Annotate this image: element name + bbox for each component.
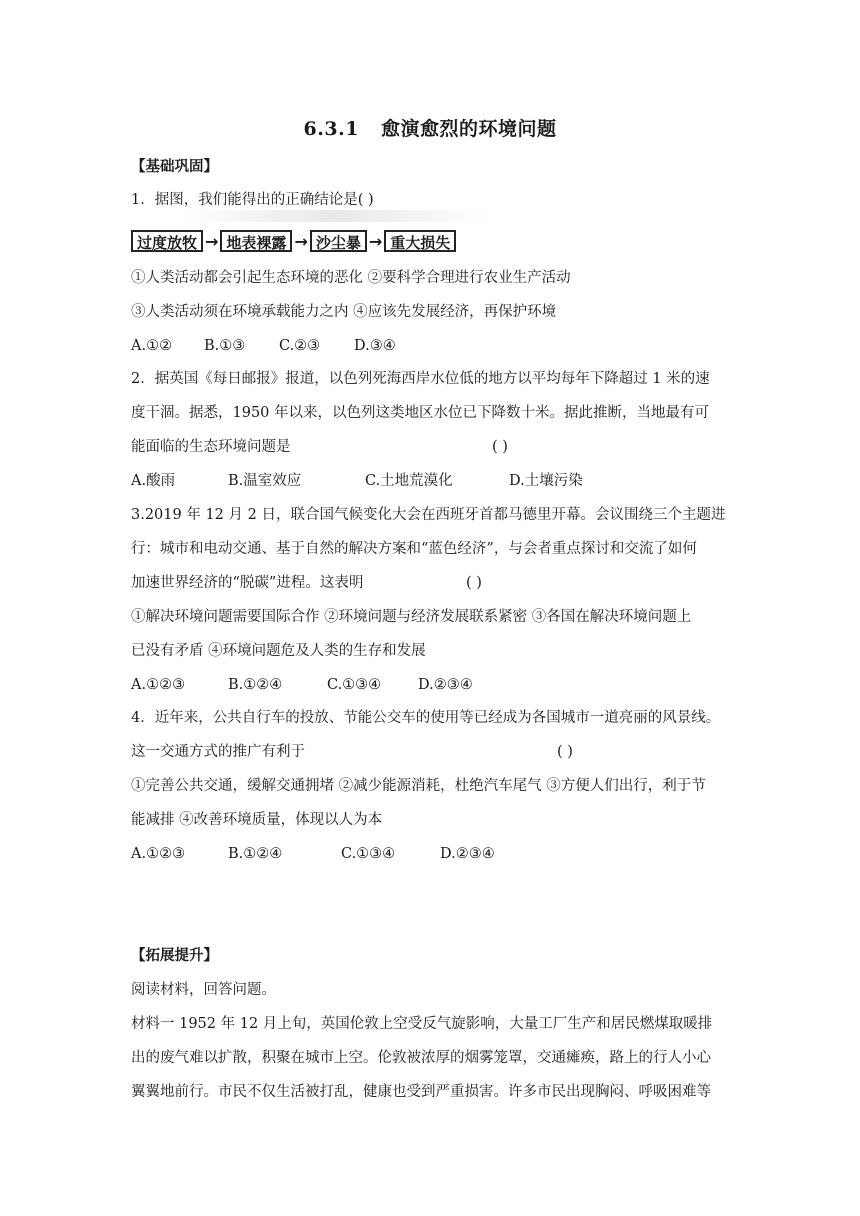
material-line-1: 材料一 1952 年 12 月上旬，英国伦敦上空受反气旋影响，大量工厂生产和居民燃煤取暖排 <box>131 1016 713 1032</box>
option-b: B.①②④ <box>228 677 283 693</box>
material-line-3: 翼翼地前行。市民不仅生活被打乱，健康也受到严重损害。许多市民出现胸闷、呼吸困难等 <box>131 1084 711 1100</box>
q4-statements-2: 能减排 ④改善环境质量，体现以人为本 <box>131 812 383 828</box>
q2-line-2: 度干涸。据悉，1950 年以来，以色列这类地区水位已下降数十米。据此推断，当地最有可 <box>131 405 710 421</box>
option-d: D.③④ <box>354 338 396 354</box>
right-arrow-icon: → <box>205 231 219 251</box>
option-c: C.①③④ <box>327 677 382 693</box>
q2-options <box>131 471 741 491</box>
section-heading-extend: 【拓展提升】 <box>131 947 218 964</box>
right-arrow-icon: → <box>368 231 383 251</box>
option-b: B.①②④ <box>228 846 283 862</box>
section-heading-basic: 【基础巩固】 <box>131 158 218 175</box>
lesson-number: 6.3.1 <box>303 118 359 140</box>
flow-box-2: 地表裸露 <box>220 230 292 252</box>
answer-blank: ( ) <box>557 744 573 760</box>
answer-blank: ( ) <box>492 439 508 455</box>
lesson-title: 愈演愈烈的环境问题 <box>380 118 557 140</box>
flow-box-3: 沙尘暴 <box>310 230 367 252</box>
option-c: C.土地荒漠化 <box>365 473 453 489</box>
q4-options <box>131 844 741 864</box>
q3-line-1: 3.2019 年 12 月 2 日，联合国气候变化大会在西班牙首都马德里开幕。会议围绕三个主题进 <box>131 507 726 523</box>
q4-line-1: 4．近年来，公共自行车的投放、节能公交车的使用等已经成为各国城市一道亮丽的风景线。 <box>131 710 721 726</box>
option-a: A.酸雨 <box>131 473 176 489</box>
page-title <box>0 114 860 141</box>
q1-options <box>131 336 741 356</box>
flow-box-1: 过度放牧 <box>131 230 203 252</box>
q2-stem-end: 能面临的生态环境问题是 <box>131 439 291 455</box>
q2-line-1: 2．据英国《每日邮报》报道，以色列死海西岸水位低的地方以平均每年下降超过 1 米的速 <box>131 371 710 387</box>
q3-stem-end: 加速世界经济的“脱碳”进程。这表明 <box>131 575 364 591</box>
option-a: A.①②③ <box>131 677 186 693</box>
q3-statements-2: 已没有矛盾 ④环境问题危及人类的生存和发展 <box>131 643 426 659</box>
right-arrow-icon: → <box>294 231 308 251</box>
option-d: D.②③④ <box>418 677 473 693</box>
q1-flow-diagram <box>131 228 456 254</box>
q4-stem-end: 这一交通方式的推广有利于 <box>131 744 305 760</box>
q1-statements-2: ③人类活动须在环境承载能力之内 ④应该先发展经济，再保护环境 <box>131 304 557 320</box>
q4-statements-1: ①完善公共交通，缓解交通拥堵 ②减少能源消耗，杜绝汽车尾气 ③方便人们出行，利于节 <box>131 778 706 794</box>
q1-statements-1: ①人类活动都会引起生态环境的恶化 ②要科学合理进行农业生产活动 <box>131 270 571 286</box>
q4-line-2 <box>131 742 741 762</box>
option-d: D.土壤污染 <box>509 473 583 489</box>
q3-statements-1: ①解决环境问题需要国际合作 ②环境问题与经济发展联系紧密 ③各国在解决环境问题上 <box>131 609 692 625</box>
option-a: A.①② <box>131 338 173 354</box>
material-line-2: 出的废气难以扩散，积聚在城市上空。伦敦被浓厚的烟雾笼罩，交通瘫痪，路上的行人小心 <box>131 1050 711 1066</box>
q3-line-3 <box>131 573 741 593</box>
flow-box-4: 重大损失 <box>384 230 456 252</box>
option-a: A.①②③ <box>131 846 186 862</box>
q3-options <box>131 675 741 695</box>
reading-intro: 阅读材料，回答问题。 <box>131 982 276 998</box>
option-c: C.②③ <box>279 338 321 354</box>
q2-line-3 <box>131 437 741 457</box>
option-b: B.①③ <box>204 338 246 354</box>
answer-blank: ( ) <box>466 575 482 591</box>
option-d: D.②③④ <box>440 846 495 862</box>
option-b: B.温室效应 <box>228 473 302 489</box>
q3-line-2: 行：城市和电动交通、基于自然的解决方案和“蓝色经济”，与会者重点探讨和交流了如何 <box>131 541 697 557</box>
scan-smudge <box>180 210 490 222</box>
option-c: C.①③④ <box>341 846 396 862</box>
q1-stem: 1．据图，我们能得出的正确结论是( ) <box>131 192 374 208</box>
